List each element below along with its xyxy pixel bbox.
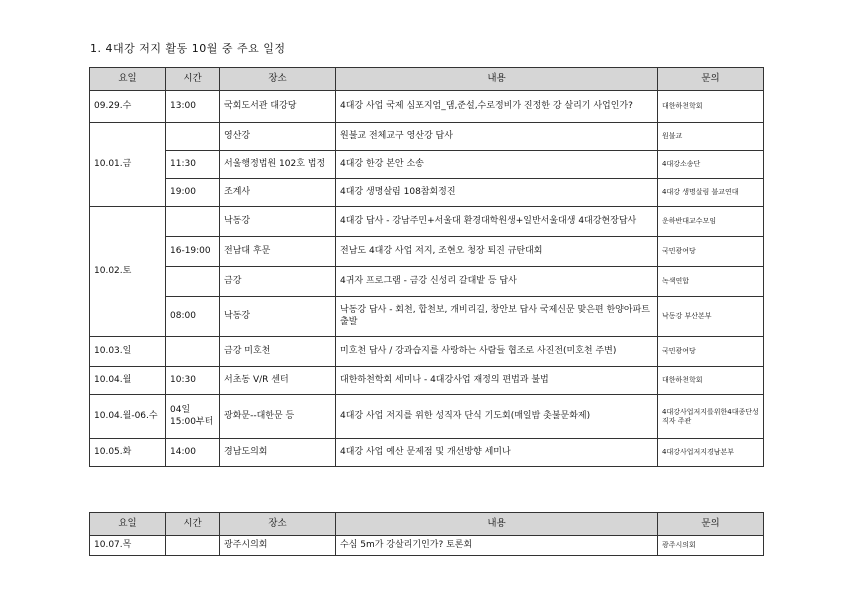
cell-place: 경남도의회 — [220, 439, 336, 467]
cell-content: 4대강 사업 예산 문제점 및 개선방향 세미나 — [336, 439, 658, 467]
cell-date: 10.05.화 — [90, 439, 166, 467]
cell-content: 4귀자 프로그램 - 금강 신성리 갈대밭 등 답사 — [336, 267, 658, 297]
cell-content: 4대강 답사 - 강남주민+서울대 환경대학원생+일반서울대생 4대강현장답사 — [336, 207, 658, 237]
cell-time: 11:30 — [166, 151, 220, 179]
cell-content: 4대강 사업 국제 심포지엄_댐,준설,수로정비가 진정한 강 살리기 사업인가? — [336, 91, 658, 123]
cell-date: 10.07.목 — [90, 536, 166, 556]
header-row — [90, 68, 764, 91]
header-place: 장소 — [220, 68, 336, 91]
cell-date: 10.04.월 — [90, 367, 166, 395]
header-content: 내용 — [336, 513, 658, 536]
cell-date: 10.03.일 — [90, 337, 166, 367]
cell-contact: 국민광여당 — [658, 237, 764, 267]
cell-contact: 낙동강 부산본부 — [658, 297, 764, 337]
cell-place: 조계사 — [220, 179, 336, 207]
cell-place: 금강 — [220, 267, 336, 297]
cell-contact: 운하반대교수모임 — [658, 207, 764, 237]
header-contact: 문의 — [658, 68, 764, 91]
cell-contact: 대한하천학회 — [658, 367, 764, 395]
table-row — [90, 297, 764, 337]
cell-time: 08:00 — [166, 297, 220, 337]
cell-contact: 4대강사업저지경남본부 — [658, 439, 764, 467]
table-row — [90, 151, 764, 179]
cell-place: 금강 미호천 — [220, 337, 336, 367]
schedule-table-2 — [89, 512, 764, 556]
cell-content: 낙동강 답사 - 회천, 합천보, 개비리길, 창안보 답사 국제신문 맞은편 한양아파트 출발 — [336, 297, 658, 337]
cell-content: 4대강 한강 본안 소송 — [336, 151, 658, 179]
cell-content: 전남도 4대강 사업 저지, 조현오 청장 퇴진 규탄대회 — [336, 237, 658, 267]
cell-date: 09.29.수 — [90, 91, 166, 123]
header-day: 요일 — [90, 513, 166, 536]
page-title: 1. 4대강 저지 활동 10월 중 주요 일정 — [90, 42, 286, 55]
cell-place: 영산강 — [220, 123, 336, 151]
cell-place: 서울행정법원 102호 법정 — [220, 151, 336, 179]
cell-place: 광주시의회 — [220, 536, 336, 556]
header-time: 시간 — [166, 513, 220, 536]
cell-place: 광화문--대한문 등 — [220, 395, 336, 439]
cell-time: 19:00 — [166, 179, 220, 207]
cell-date: 10.02.토 — [90, 207, 166, 337]
cell-time — [166, 267, 220, 297]
cell-content: 대한하천학회 세미나 - 4대강사업 재정의 편법과 불법 — [336, 367, 658, 395]
cell-contact: 원불교 — [658, 123, 764, 151]
header-row — [90, 513, 764, 536]
cell-time: 14:00 — [166, 439, 220, 467]
cell-time: 10:30 — [166, 367, 220, 395]
header-day: 요일 — [90, 68, 166, 91]
table-row — [90, 91, 764, 123]
cell-content: 미호천 답사 / 강과습지를 사랑하는 사람들 협조로 사진전(미호천 주변) — [336, 337, 658, 367]
cell-content: 4대강 사업 저지를 위한 성직자 단식 기도회(매일밤 촛불문화제) — [336, 395, 658, 439]
cell-place: 낙동강 — [220, 297, 336, 337]
cell-place: 전남대 후문 — [220, 237, 336, 267]
cell-contact: 국민광여당 — [658, 337, 764, 367]
cell-date: 10.01.금 — [90, 123, 166, 207]
cell-time — [166, 207, 220, 237]
cell-content: 수심 5m가 강살리기인가? 토론회 — [336, 536, 658, 556]
cell-time — [166, 123, 220, 151]
table-row — [90, 395, 764, 439]
cell-time: 13:00 — [166, 91, 220, 123]
table-row — [90, 536, 764, 556]
schedule-table — [89, 67, 764, 467]
table-row — [90, 337, 764, 367]
table-row — [90, 367, 764, 395]
header-contact: 문의 — [658, 513, 764, 536]
cell-content: 4대강 생명살림 108참회정진 — [336, 179, 658, 207]
cell-place: 낙동강 — [220, 207, 336, 237]
cell-contact: 대한하천학회 — [658, 91, 764, 123]
cell-time: 04일 15:00부터 — [166, 395, 220, 439]
cell-content: 원불교 전체교구 영산강 답사 — [336, 123, 658, 151]
table-row — [90, 439, 764, 467]
cell-contact: 4대강소송단 — [658, 151, 764, 179]
table-row — [90, 207, 764, 237]
table-row — [90, 267, 764, 297]
cell-time: 16-19:00 — [166, 237, 220, 267]
cell-time — [166, 337, 220, 367]
cell-contact: 광주시의회 — [658, 536, 764, 556]
table-row — [90, 237, 764, 267]
header-place: 장소 — [220, 513, 336, 536]
cell-time — [166, 536, 220, 556]
cell-contact: 녹색연합 — [658, 267, 764, 297]
cell-contact: 4대강 생명살림 불교연대 — [658, 179, 764, 207]
table-row — [90, 179, 764, 207]
header-content: 내용 — [336, 68, 658, 91]
cell-date: 10.04.월-06.수 — [90, 395, 166, 439]
cell-contact: 4대강사업저지를위한4대종단성직자 주관 — [658, 395, 764, 439]
header-time: 시간 — [166, 68, 220, 91]
cell-place: 서초동 V/R 센터 — [220, 367, 336, 395]
table-row — [90, 123, 764, 151]
cell-place: 국회도서관 대강당 — [220, 91, 336, 123]
